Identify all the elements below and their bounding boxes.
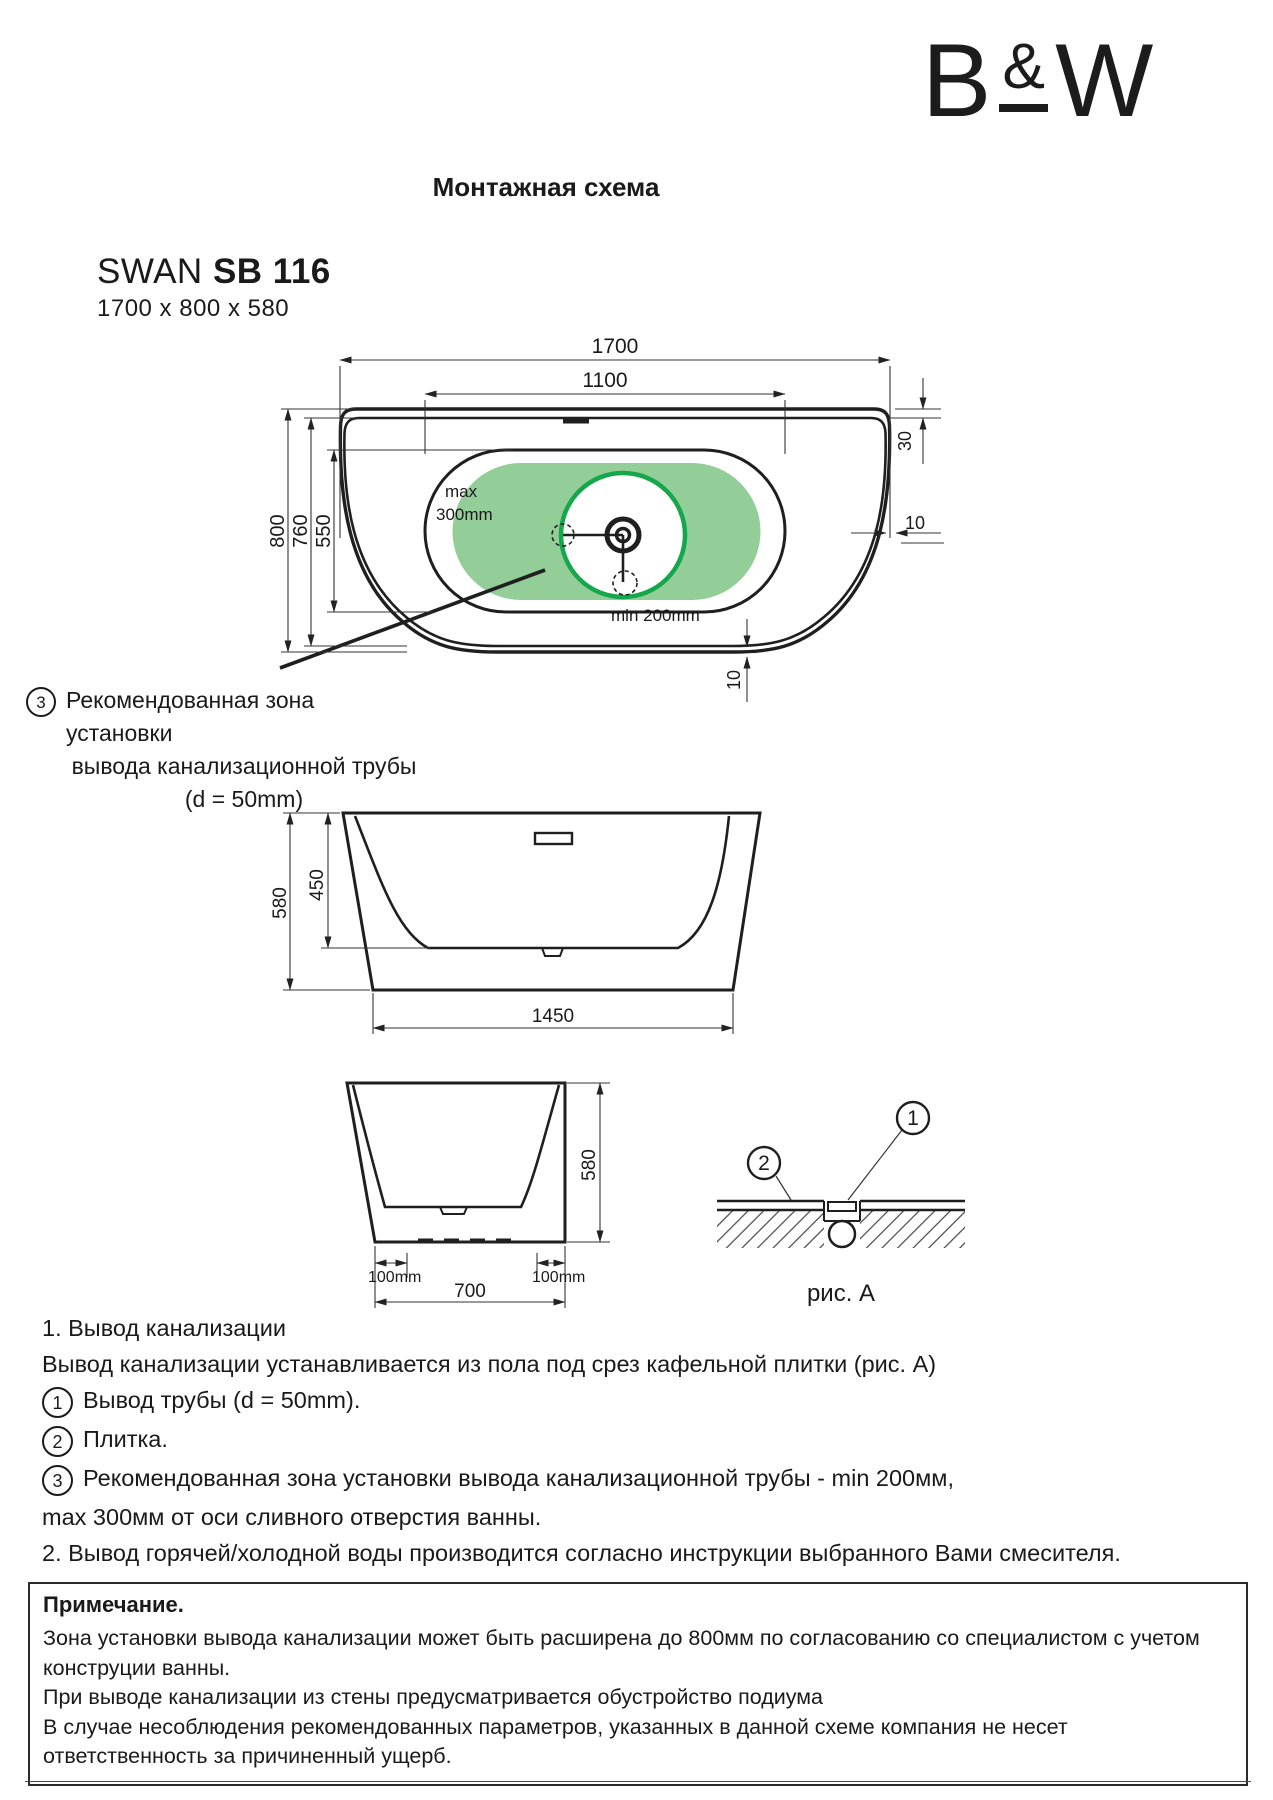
fig-a-detail-drawing <box>700 1080 1000 1315</box>
side-view-drawing <box>270 800 780 1045</box>
dim-end-100mm-right: 100mm <box>532 1269 586 1286</box>
end-basin-line <box>353 1085 559 1207</box>
note-box-line5: ответственность за причиненный ущерб. <box>43 1744 452 1768</box>
callout-2-num: 2 <box>758 1152 770 1175</box>
zone-callout-line3: (d = 50mm) <box>184 786 304 812</box>
note-box <box>28 1582 1248 1786</box>
note-item-2: 2. Вывод горячей/холодной воды производится согласно инструкции выбранного Вами смесителя. <box>42 1540 1121 1566</box>
note-item-1-body: Вывод канализации устанавливается из пола под срез кафельной плитки (рис. А) <box>42 1351 937 1377</box>
dim-end-100mm-left: 100mm <box>368 1269 422 1286</box>
dim-30: 30 <box>895 430 915 452</box>
note-callout-1: 1 Вывод трубы (d = 50mm). <box>42 1386 1252 1418</box>
dim-end-580: 580 <box>579 1149 600 1181</box>
zone-callout-line1: Рекомендованная зона установки <box>66 687 315 746</box>
note-callout-3: 3 Рекомендованная зона установки вывода канализационной трубы - min 200мм, <box>42 1464 1252 1496</box>
dim-side-1450: 1450 <box>531 1006 575 1027</box>
side-overflow <box>535 833 572 844</box>
note-callout-3-cont: max 300мм от оси сливного отверстия ванны. <box>42 1504 542 1530</box>
callout-2-leader <box>776 1176 791 1200</box>
callout-1-num: 1 <box>907 1107 919 1130</box>
end-outer-outline <box>347 1083 565 1242</box>
footer-rule <box>25 1781 1251 1782</box>
dim-side-580: 580 <box>270 887 291 919</box>
product-model-code: SB 116 <box>212 252 331 291</box>
drain-fitting <box>828 1202 856 1211</box>
dim-1700: 1700 <box>591 335 639 358</box>
zone-callout-line2: вывода канализационной трубы <box>71 753 417 779</box>
callout-3-badge: 3 <box>26 687 56 717</box>
product-block <box>97 252 331 323</box>
side-view-dim-lines <box>283 813 733 1034</box>
fig-a-caption: рис. А <box>806 1280 876 1307</box>
product-model-name: SWAN <box>97 252 213 291</box>
note-box-line2: конструции ванны. <box>43 1655 231 1680</box>
dim-end-700: 700 <box>454 1281 486 1302</box>
logo-letter-w: W <box>1055 23 1155 139</box>
dim-1100: 1100 <box>582 369 628 392</box>
label-min-200mm: min 200mm <box>611 606 700 625</box>
note-box-title: Примечание. <box>43 1592 184 1617</box>
note-box-line4: В случае несоблюдения рекомендованных параметров, указанных в данной схеме компания не несет <box>43 1714 1068 1739</box>
note-box-line1: Зона установки вывода канализации может быть расширена до 800мм по согласованию со специалистом с учетом <box>43 1626 1200 1650</box>
note-callout-2: 2 Плитка. <box>42 1425 1252 1457</box>
dim-760: 760 <box>290 514 312 548</box>
brand-logo <box>922 23 1155 139</box>
floor-hatch-left <box>717 1211 824 1248</box>
zone-callout <box>26 684 426 816</box>
note-3-badge: 3 <box>42 1465 73 1496</box>
notes-section <box>42 1314 1252 1575</box>
dim-800: 800 <box>267 514 289 548</box>
label-max: max <box>445 482 478 501</box>
page-title: Монтажная схема <box>432 172 660 202</box>
note-box-line3: При выводе канализации из стены предусматривается обустройство подиума <box>43 1685 823 1709</box>
label-300mm: 300mm <box>436 505 493 524</box>
product-dimensions: 1700 x 800 x 580 <box>97 295 290 322</box>
dim-10-bottom: 10 <box>724 669 744 691</box>
note-item-1-title: 1. Вывод канализации <box>42 1315 287 1341</box>
drain-pipe-circle <box>829 1221 855 1247</box>
logo-ampersand: & <box>999 38 1048 112</box>
overflow-mark <box>563 419 589 424</box>
end-view-drawing <box>290 1070 760 1315</box>
top-view-drawing <box>255 330 945 705</box>
dim-side-450: 450 <box>307 869 328 901</box>
note-1-badge: 1 <box>42 1387 73 1418</box>
dim-550: 550 <box>313 514 335 548</box>
product-name <box>97 252 331 292</box>
dim-10-right: 10 <box>905 513 926 533</box>
note-2-badge: 2 <box>42 1426 73 1457</box>
logo-letter-b: B <box>922 23 993 139</box>
callout-1-leader <box>848 1130 902 1200</box>
floor-hatch-right <box>860 1211 965 1248</box>
